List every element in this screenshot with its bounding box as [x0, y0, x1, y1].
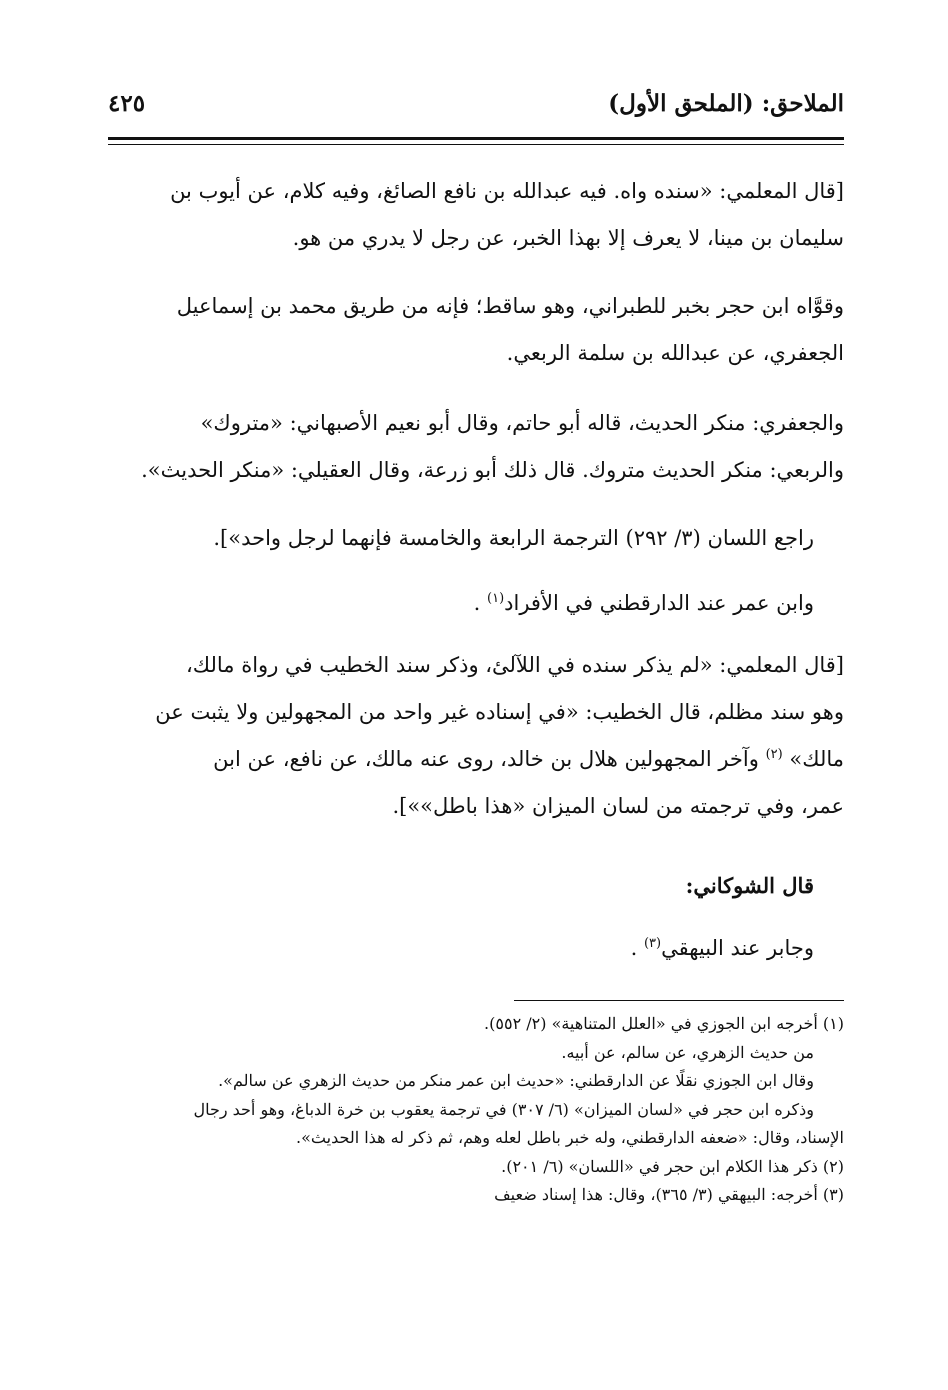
paragraph-1 [108, 168, 844, 262]
text-run: وابن عمر عند الدارقطني في الأفراد [504, 591, 814, 615]
paragraph-3 [108, 400, 844, 494]
footnote-line: وذكره ابن حجر في «لسان الميزان» (٦/ ٣٠٧) في ترجمة يعقوب بن خرة الدباغ، وهو أحد رجال [193, 1099, 814, 1119]
paragraph-6 [108, 642, 844, 830]
header-rule-thin [108, 144, 844, 145]
footnote-line: وقال ابن الجوزي نقلًا عن الدارقطني: «حديث ابن عمر منكر من حديث الزهري عن سالم». [218, 1071, 814, 1090]
text-run: . [473, 591, 481, 615]
footnote-line: (٣) أخرجه: البيهقي (٣/ ٣٦٥)، وقال: هذا إسناد ضعيف [494, 1185, 844, 1204]
text-line [108, 736, 844, 783]
footnote-line: (١) أخرجه ابن الجوزي في «العلل المتناهية» (٢/ ٥٥٢). [484, 1014, 844, 1033]
paragraph-5 [474, 580, 844, 627]
text-line: والجعفري: منكر الحديث، قاله أبو حاتم، وقال أبو نعيم الأصبهاني: «متروك» [200, 411, 844, 435]
footnote-line: (٢) ذكر هذا الكلام ابن حجر في «اللسان» (٦/ ٢٠١). [501, 1156, 844, 1176]
text-line: وهو سند مظلم، قال الخطيب: «في إسناده غير واحد من المجهولين ولا يثبت عن [155, 700, 844, 724]
footnote-line: الإسناد، وقال: «ضعفه الدارقطني، وله خبر باطل لعله وهم، ثم ذكر له هذا الحديث». [296, 1128, 844, 1147]
paragraph-2 [108, 283, 844, 377]
text-run: مالك» [789, 747, 844, 771]
footnote-line: من حديث الزهري، عن سالم، عن أبيه. [561, 1042, 814, 1062]
text-line: وقوَّاه ابن حجر بخبر للطبراني، وهو ساقط؛ فإنه من طريق محمد بن إسماعيل [176, 294, 844, 318]
footnotes [108, 1010, 844, 1210]
page-number: ٤٢٥ [108, 90, 146, 117]
text-line: [قال المعلمي: «لم يذكر سنده في اللآلئ، وذكر سند الخطيب في رواة مالك، [186, 653, 844, 677]
text-run: وآخر المجهولين هلال بن خالد، روى عنه مالك، عن نافع، عن ابن [213, 747, 759, 771]
text-line: سليمان بن مينا، لا يعرف إلا بهذا الخبر، عن رجل لا يدري من هو. [292, 226, 844, 250]
text-line [474, 580, 844, 627]
footnote-ref: (٣) [643, 936, 662, 951]
page-header [108, 90, 844, 130]
header-rule-thick [108, 137, 844, 140]
text-line: عمر، وفي ترجمته من لسان الميزان «هذا باطل»»]. [392, 794, 844, 818]
footnote-ref: (١) [487, 591, 505, 606]
text-run: . [630, 936, 638, 960]
text-line: قال الشوكاني: [685, 873, 814, 898]
text-line: والربعي: منكر الحديث متروك. قال ذلك أبو زرعة، وقال العقيلي: «منكر الحديث». [141, 458, 844, 482]
text-line: [قال المعلمي: «سنده واه. فيه عبدالله بن نافع الصائغ، وفيه كلام، عن أيوب بن [170, 179, 844, 203]
running-title: الملاحق: (الملحق الأول) [608, 90, 844, 117]
text-run: وجابر عند البيهقي [661, 936, 814, 960]
text-line: الجعفري، عن عبدالله بن سلمة الربعي. [506, 341, 844, 365]
text-line: راجع اللسان (٣/ ٢٩٢) الترجمة الرابعة والخامسة فإنهما لرجل واحد»]. [213, 526, 814, 550]
text-line [631, 925, 844, 972]
section-heading [686, 862, 844, 909]
footnote-separator [514, 1000, 844, 1001]
paragraph-8 [631, 925, 844, 972]
footnote-ref: (٢) [765, 747, 783, 762]
paragraph-4 [213, 515, 844, 562]
